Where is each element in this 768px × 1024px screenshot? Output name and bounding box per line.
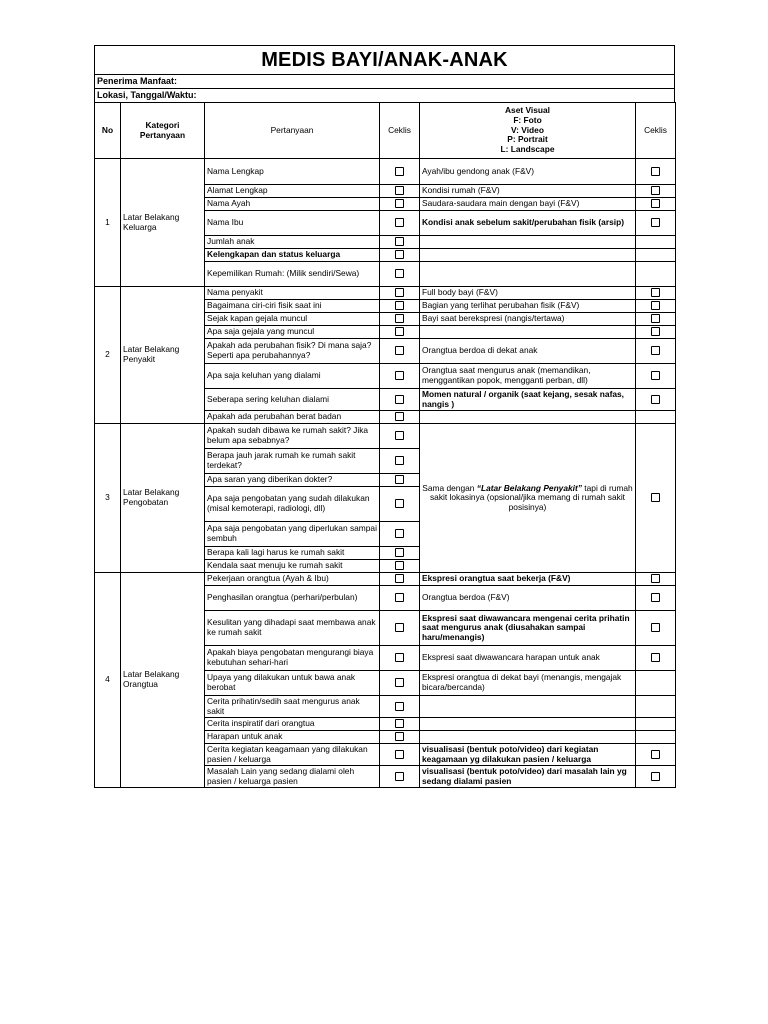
question-text: Apakah ada perubahan berat badan bbox=[205, 411, 380, 424]
question-checkbox-cell bbox=[380, 262, 420, 287]
question-checkbox[interactable] bbox=[395, 218, 404, 227]
question-text: Apakah ada perubahan fisik? Di mana saja? Seperti apa perubahannya? bbox=[205, 339, 380, 364]
question-text: Berapa kali lagi harus ke rumah sakit bbox=[205, 547, 380, 560]
asset-text bbox=[420, 731, 636, 744]
question-checkbox-cell bbox=[380, 611, 420, 646]
question-checkbox[interactable] bbox=[395, 499, 404, 508]
question-checkbox-cell bbox=[380, 198, 420, 211]
question-checkbox-cell bbox=[380, 766, 420, 788]
question-text: Apakah biaya pengobatan mengurangi biaya kebutuhan sehari-hari bbox=[205, 646, 380, 671]
question-checkbox-cell bbox=[380, 646, 420, 671]
question-checkbox-cell bbox=[380, 389, 420, 411]
asset-checkbox-cell bbox=[636, 287, 676, 300]
asset-checkbox[interactable] bbox=[651, 346, 660, 355]
asset-checkbox[interactable] bbox=[651, 371, 660, 380]
header-visual-asset: Aset Visual F: Foto V: Video P: Portrait L: Landscape bbox=[420, 103, 636, 159]
question-checkbox[interactable] bbox=[395, 237, 404, 246]
question-text: Bagaimana ciri-ciri fisik saat ini bbox=[205, 300, 380, 313]
question-text: Apa saja pengobatan yang sudah dilakukan (misal kemoterapi, radiologi, dll) bbox=[205, 487, 380, 522]
question-checkbox[interactable] bbox=[395, 475, 404, 484]
question-checkbox[interactable] bbox=[395, 702, 404, 711]
question-text: Masalah Lain yang sedang dialami oleh pasien / keluarga pasien bbox=[205, 766, 380, 788]
asset-checkbox-cell bbox=[636, 586, 676, 611]
asset-text bbox=[420, 696, 636, 718]
question-text: Nama Ibu bbox=[205, 211, 380, 236]
question-checkbox[interactable] bbox=[395, 529, 404, 538]
question-checkbox-cell bbox=[380, 185, 420, 198]
asset-checkbox-cell bbox=[636, 339, 676, 364]
question-checkbox-cell bbox=[380, 522, 420, 547]
question-checkbox-cell bbox=[380, 671, 420, 696]
section-number: 1 bbox=[95, 159, 121, 287]
question-text: Harapan untuk anak bbox=[205, 731, 380, 744]
question-checkbox-cell bbox=[380, 287, 420, 300]
question-checkbox-cell bbox=[380, 159, 420, 185]
asset-checkbox-cell bbox=[636, 389, 676, 411]
section-number: 4 bbox=[95, 573, 121, 788]
question-checkbox[interactable] bbox=[395, 678, 404, 687]
asset-checkbox[interactable] bbox=[651, 395, 660, 404]
question-text: Seberapa sering keluhan dialami bbox=[205, 389, 380, 411]
asset-checkbox-cell bbox=[636, 424, 676, 573]
header-question: Pertanyaan bbox=[205, 103, 380, 159]
section-category: Latar Belakang Keluarga bbox=[121, 159, 205, 287]
asset-checkbox-empty bbox=[636, 262, 676, 287]
asset-checkbox[interactable] bbox=[651, 186, 660, 195]
asset-text: Bayi saat berekspresi (nangis/tertawa) bbox=[420, 313, 636, 326]
question-checkbox[interactable] bbox=[395, 623, 404, 632]
question-checkbox-cell bbox=[380, 364, 420, 389]
section-number: 2 bbox=[95, 287, 121, 424]
asset-text: Kondisi rumah (F&V) bbox=[420, 185, 636, 198]
question-checkbox-cell bbox=[380, 300, 420, 313]
question-checkbox[interactable] bbox=[395, 574, 404, 583]
asset-checkbox[interactable] bbox=[651, 199, 660, 208]
section-category: Latar Belakang Orangtua bbox=[121, 573, 205, 788]
asset-text bbox=[420, 262, 636, 287]
section-category: Latar Belakang Penyakit bbox=[121, 287, 205, 424]
asset-checkbox-cell bbox=[636, 198, 676, 211]
question-checkbox-cell bbox=[380, 586, 420, 611]
question-text: Nama Lengkap bbox=[205, 159, 380, 185]
question-checkbox-cell bbox=[380, 547, 420, 560]
asset-note-ref: “Latar Belakang Penyakit” bbox=[476, 482, 582, 493]
checklist-sheet bbox=[94, 45, 675, 788]
asset-checkbox[interactable] bbox=[651, 288, 660, 297]
asset-text: Ekspresi saat diwawancara harapan untuk anak bbox=[420, 646, 636, 671]
question-text: Nama penyakit bbox=[205, 287, 380, 300]
question-checkbox-cell bbox=[380, 411, 420, 424]
question-text: Sejak kapan gejala muncul bbox=[205, 313, 380, 326]
question-checkbox-cell bbox=[380, 744, 420, 766]
question-checkbox-cell bbox=[380, 731, 420, 744]
asset-checkbox-cell bbox=[636, 611, 676, 646]
asset-checkbox[interactable] bbox=[651, 167, 660, 176]
asset-text: Ekspresi orangtua saat bekerja (F&V) bbox=[420, 573, 636, 586]
asset-checkbox-empty bbox=[636, 671, 676, 696]
question-checkbox[interactable] bbox=[395, 456, 404, 465]
header-check-question: Ceklis bbox=[380, 103, 420, 159]
question-checkbox-cell bbox=[380, 211, 420, 236]
asset-text bbox=[420, 236, 636, 249]
section-number: 3 bbox=[95, 424, 121, 573]
question-checkbox-cell bbox=[380, 249, 420, 262]
question-checkbox[interactable] bbox=[395, 199, 404, 208]
question-checkbox[interactable] bbox=[395, 772, 404, 781]
question-checkbox-cell bbox=[380, 449, 420, 474]
asset-text: Saudara-saudara main dengan bayi (F&V) bbox=[420, 198, 636, 211]
question-text: Kepemilikan Rumah: (Milik sendiri/Sewa) bbox=[205, 262, 380, 287]
question-checkbox[interactable] bbox=[395, 371, 404, 380]
asset-checkbox-empty bbox=[636, 731, 676, 744]
asset-note-pre: Sama dengan bbox=[422, 482, 477, 493]
question-text: Pekerjaan orangtua (Ayah & Ibu) bbox=[205, 573, 380, 586]
question-text: Berapa jauh jarak rumah ke rumah sakit terdekat? bbox=[205, 449, 380, 474]
asset-text bbox=[420, 326, 636, 339]
question-checkbox-cell bbox=[380, 718, 420, 731]
question-text: Kelengkapan dan status keluarga bbox=[205, 249, 380, 262]
asset-text bbox=[420, 411, 636, 424]
question-text: Cerita prihatin/sedih saat mengurus anak sakit bbox=[205, 696, 380, 718]
question-checkbox[interactable] bbox=[395, 314, 404, 323]
asset-checkbox-cell bbox=[636, 766, 676, 788]
asset-text: Momen natural / organik (saat kejang, sesak nafas, nangis ) bbox=[420, 389, 636, 411]
question-checkbox-cell bbox=[380, 326, 420, 339]
asset-checkbox-empty bbox=[636, 718, 676, 731]
question-checkbox-cell bbox=[380, 313, 420, 326]
question-text: Cerita kegiatan keagamaan yang dilakukan pasien / keluarga bbox=[205, 744, 380, 766]
asset-text: Ekspresi saat diwawancara mengenai cerita prihatin saat mengurus anak (diusahakan sampai haru/menangis) bbox=[420, 611, 636, 646]
asset-checkbox-cell bbox=[636, 573, 676, 586]
question-text: Apakah sudah dibawa ke rumah sakit? Jika belum apa sebabnya? bbox=[205, 424, 380, 449]
question-checkbox[interactable] bbox=[395, 327, 404, 336]
question-checkbox[interactable] bbox=[395, 288, 404, 297]
question-text: Kesulitan yang dihadapi saat membawa anak ke rumah sakit bbox=[205, 611, 380, 646]
question-checkbox[interactable] bbox=[395, 395, 404, 404]
table-row bbox=[95, 573, 676, 586]
asset-checkbox[interactable] bbox=[651, 750, 660, 759]
asset-checkbox-cell bbox=[636, 211, 676, 236]
asset-checkbox[interactable] bbox=[651, 653, 660, 662]
asset-text: Kondisi anak sebelum sakit/perubahan fisik (arsip) bbox=[420, 211, 636, 236]
question-text: Nama Ayah bbox=[205, 198, 380, 211]
section-category: Latar Belakang Pengobatan bbox=[121, 424, 205, 573]
asset-checkbox-cell bbox=[636, 185, 676, 198]
question-text: Apa saran yang diberikan dokter? bbox=[205, 474, 380, 487]
asset-checkbox[interactable] bbox=[651, 623, 660, 632]
asset-checkbox-cell bbox=[636, 326, 676, 339]
question-text: Penghasilan orangtua (perhari/perbulan) bbox=[205, 586, 380, 611]
question-text: Jumlah anak bbox=[205, 236, 380, 249]
asset-checkbox[interactable] bbox=[651, 218, 660, 227]
asset-text bbox=[420, 718, 636, 731]
asset-checkbox-cell bbox=[636, 744, 676, 766]
asset-checkbox-empty bbox=[636, 411, 676, 424]
question-checkbox[interactable] bbox=[395, 732, 404, 741]
asset-checkbox-empty bbox=[636, 696, 676, 718]
question-checkbox[interactable] bbox=[395, 750, 404, 759]
question-checkbox[interactable] bbox=[395, 431, 404, 440]
asset-checkbox[interactable] bbox=[651, 493, 660, 502]
asset-text: visualisasi (bentuk poto/video) dari kegiatan keagamaan yg dilakukan pasien / keluarga bbox=[420, 744, 636, 766]
question-checkbox-cell bbox=[380, 236, 420, 249]
question-checkbox[interactable] bbox=[395, 186, 404, 195]
asset-checkbox[interactable] bbox=[651, 301, 660, 310]
asset-checkbox-empty bbox=[636, 236, 676, 249]
asset-checkbox[interactable] bbox=[651, 593, 660, 602]
question-checkbox-cell bbox=[380, 424, 420, 449]
asset-text: Bagian yang terlihat perubahan fisik (F&V) bbox=[420, 300, 636, 313]
question-checkbox[interactable] bbox=[395, 269, 404, 278]
asset-checkbox-empty bbox=[636, 249, 676, 262]
asset-text: Orangtua berdoa (F&V) bbox=[420, 586, 636, 611]
merged-asset-note bbox=[420, 424, 636, 573]
header-no: No bbox=[95, 103, 121, 159]
asset-checkbox-cell bbox=[636, 646, 676, 671]
asset-text bbox=[420, 249, 636, 262]
page-title: MEDIS BAYI/ANAK-ANAK bbox=[94, 45, 675, 74]
question-text: Kendala saat menuju ke rumah sakit bbox=[205, 560, 380, 573]
question-checkbox-cell bbox=[380, 573, 420, 586]
asset-text: Orangtua berdoa di dekat anak bbox=[420, 339, 636, 364]
header-check-asset: Ceklis bbox=[636, 103, 676, 159]
question-checkbox[interactable] bbox=[395, 719, 404, 728]
asset-checkbox-cell bbox=[636, 300, 676, 313]
asset-text: Ekspresi orangtua di dekat bayi (menangis, mengajak bicara/bercanda) bbox=[420, 671, 636, 696]
question-checkbox[interactable] bbox=[395, 301, 404, 310]
question-checkbox[interactable] bbox=[395, 593, 404, 602]
asset-text: Orangtua saat mengurus anak (memandikan, menggantikan popok, mengganti perban, dll) bbox=[420, 364, 636, 389]
asset-text: Full body bayi (F&V) bbox=[420, 287, 636, 300]
asset-note-post: tapi di rumah sakit lokasinya (opsional/jika memang di rumah sakit posisinya) bbox=[429, 482, 633, 512]
question-checkbox[interactable] bbox=[395, 250, 404, 259]
asset-checkbox-cell bbox=[636, 159, 676, 185]
asset-checkbox[interactable] bbox=[651, 327, 660, 336]
question-text: Apa saja keluhan yang dialami bbox=[205, 364, 380, 389]
asset-checkbox[interactable] bbox=[651, 314, 660, 323]
asset-checkbox[interactable] bbox=[651, 772, 660, 781]
table-row bbox=[95, 287, 676, 300]
question-text: Apa saja pengobatan yang diperlukan sampai sembuh bbox=[205, 522, 380, 547]
question-text: Cerita inspiratif dari orangtua bbox=[205, 718, 380, 731]
location-label: Lokasi, Tanggal/Waktu: bbox=[94, 88, 675, 102]
question-checkbox-cell bbox=[380, 487, 420, 522]
asset-text: visualisasi (bentuk poto/video) dari masalah lain yg sedang dialami pasien bbox=[420, 766, 636, 788]
question-checkbox[interactable] bbox=[395, 167, 404, 176]
header-category: Kategori Pertanyaan bbox=[121, 103, 205, 159]
question-checkbox-cell bbox=[380, 474, 420, 487]
checklist-table bbox=[94, 102, 676, 788]
question-text: Apa saja gejala yang muncul bbox=[205, 326, 380, 339]
asset-text: Ayah/ibu gendong anak (F&V) bbox=[420, 159, 636, 185]
question-checkbox-cell bbox=[380, 560, 420, 573]
question-checkbox[interactable] bbox=[395, 561, 404, 570]
question-checkbox[interactable] bbox=[395, 548, 404, 557]
table-row bbox=[95, 424, 676, 449]
question-checkbox[interactable] bbox=[395, 346, 404, 355]
question-checkbox-cell bbox=[380, 339, 420, 364]
asset-checkbox-cell bbox=[636, 364, 676, 389]
question-text: Alamat Lengkap bbox=[205, 185, 380, 198]
question-text: Upaya yang dilakukan untuk bawa anak berobat bbox=[205, 671, 380, 696]
recipient-label: Penerima Manfaat: bbox=[94, 74, 675, 88]
table-row bbox=[95, 159, 676, 185]
asset-checkbox[interactable] bbox=[651, 574, 660, 583]
question-checkbox[interactable] bbox=[395, 412, 404, 421]
question-checkbox[interactable] bbox=[395, 653, 404, 662]
question-checkbox-cell bbox=[380, 696, 420, 718]
asset-checkbox-cell bbox=[636, 313, 676, 326]
